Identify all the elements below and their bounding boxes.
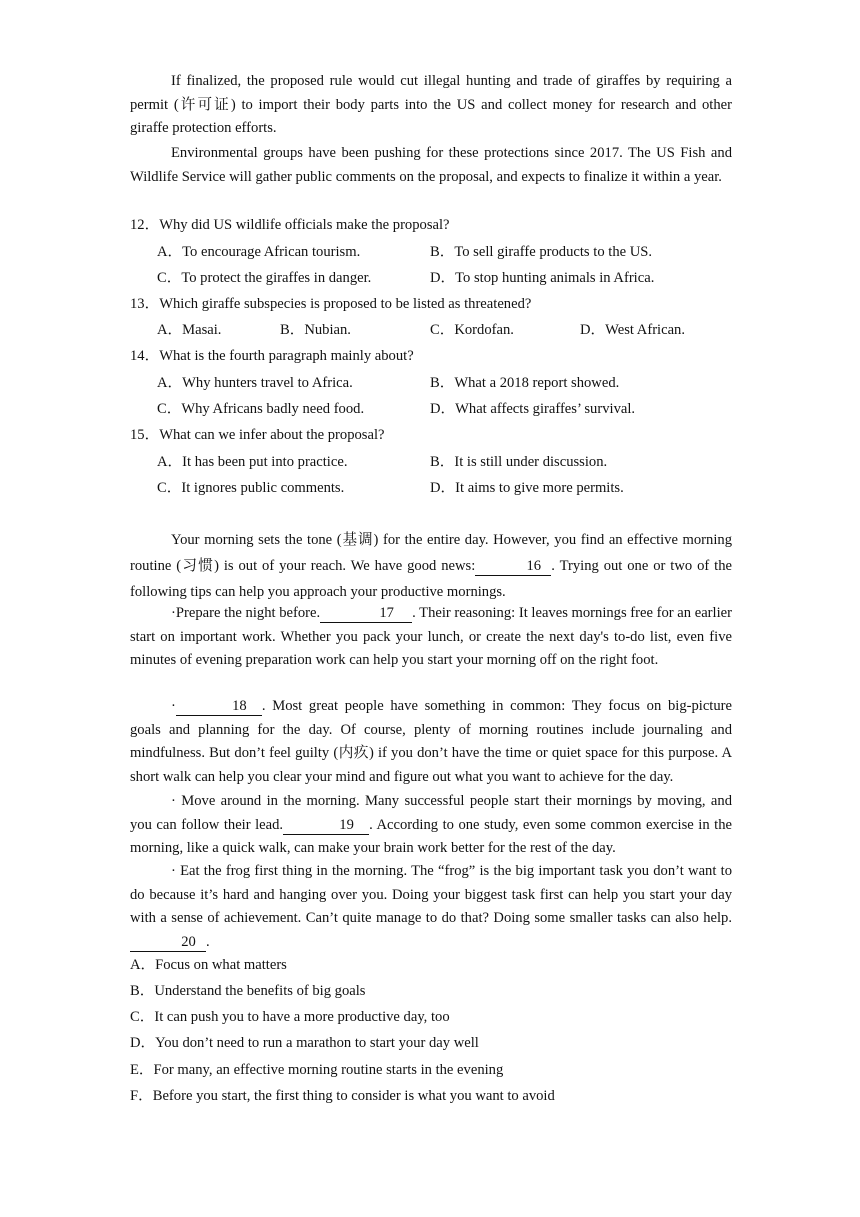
question-14-option-d[interactable]: D．What affects giraffes’ survival.: [430, 401, 636, 417]
blank-20[interactable]: 20: [130, 933, 206, 952]
blank-18[interactable]: 18: [176, 697, 262, 716]
question-12-option-d[interactable]: D．To stop hunting animals in Africa.: [430, 270, 655, 286]
question-13-option-b[interactable]: B．Nubian.: [280, 322, 351, 338]
question-13-option-c[interactable]: C．Kordofan.: [430, 322, 514, 338]
question-14-option-b[interactable]: B．What a 2018 report showed.: [430, 375, 620, 391]
choice-a[interactable]: A．Focus on what matters: [130, 957, 287, 973]
blank-19[interactable]: 19: [283, 816, 369, 835]
question-14-option-a[interactable]: A．Why hunters travel to Africa.: [157, 375, 353, 391]
question-15-option-d[interactable]: D．It aims to give more permits.: [430, 480, 624, 496]
passage-d-paragraph-4: · Move around in the morning. Many successful people start their mornings by moving, and you can follow their lead. 19 . According to one study, even some common exercise in the morning, like a quick walk, can make your brain work better for the rest of the day.: [130, 793, 732, 856]
choice-c[interactable]: C．It can push you to have a more productive day, too: [130, 1009, 450, 1025]
choice-b[interactable]: B．Understand the benefits of big goals: [130, 983, 366, 999]
blank-17[interactable]: 17: [320, 604, 412, 623]
question-15-option-b[interactable]: B．It is still under discussion.: [430, 454, 608, 470]
passage-d-paragraph-1: Your morning sets the tone (基调) for the entire day. However, you find an effective morning routine (习惯) is out of your reach. We have good news: 16 . Trying out one or two of the following tips can help you approach your productive mornings.: [130, 532, 733, 600]
passage-c-paragraph-2: Environmental groups have been pushing for these protections since 2017. The US Fish and Wildlife Service will gather public comments on the proposal, and expects to finalize it within a year.: [130, 145, 732, 185]
question-12-option-b[interactable]: B．To sell giraffe products to the US.: [430, 244, 653, 260]
choice-e[interactable]: E．For many, an effective morning routine starts in the evening: [130, 1062, 504, 1078]
question-15-option-c[interactable]: C．It ignores public comments.: [157, 480, 345, 496]
question-13-stem: 13．Which giraffe subspecies is proposed to be listed as threatened?: [130, 296, 532, 312]
question-13-option-a[interactable]: A．Masai.: [157, 322, 222, 338]
question-12-option-a[interactable]: A．To encourage African tourism.: [157, 244, 361, 260]
choice-f[interactable]: F．Before you start, the first thing to consider is what you want to avoid: [130, 1088, 555, 1104]
question-12-stem: 12．Why did US wildlife officials make the proposal?: [130, 217, 450, 233]
question-15-stem: 15．What can we infer about the proposal?: [130, 427, 385, 443]
question-15-option-a[interactable]: A．It has been put into practice.: [157, 454, 348, 470]
question-14-stem: 14．What is the fourth paragraph mainly about?: [130, 348, 414, 364]
passage-d-paragraph-5: · Eat the frog first thing in the morning. The “frog” is the big important task you don’t want to do because it’s hard and hanging over you. Doing your biggest task first can help you start your day with a sense of achievement. Can’t quite manage to do that? Doing some smaller tasks can also help.20 .: [130, 863, 732, 950]
blank-16[interactable]: 16: [475, 557, 551, 576]
question-13-option-d[interactable]: D．West African.: [580, 322, 686, 338]
choice-d[interactable]: D．You don’t need to run a marathon to start your day well: [130, 1035, 479, 1051]
question-12-option-c[interactable]: C．To protect the giraffes in danger.: [157, 270, 372, 286]
question-14-option-c[interactable]: C．Why Africans badly need food.: [157, 401, 365, 417]
passage-d-paragraph-2: ·Prepare the night before. 17 . Their reasoning: It leaves mornings free for an earlier start on important work. Whether you pack your lunch, or create the next day's to-do list, even five minutes of evening preparation work can help you start your morning off on the right foot.: [130, 605, 732, 668]
passage-d-paragraph-3: · 18 . Most great people have something in common: They focus on big-picture goals and planning for the day. Of course, plenty of morning routines include journaling and mindfulness. But don’t feel guilty (内疚) if you don’t have the time or quiet space for this purpose. A short walk can help you clear your mind and figure out what you want to achieve for the day.: [130, 698, 732, 785]
passage-c-paragraph-1: If finalized, the proposed rule would cut illegal hunting and trade of giraffes by requiring a permit (许可证) to import their body parts into the US and collect money for research and other giraffe protection efforts.: [130, 73, 732, 136]
